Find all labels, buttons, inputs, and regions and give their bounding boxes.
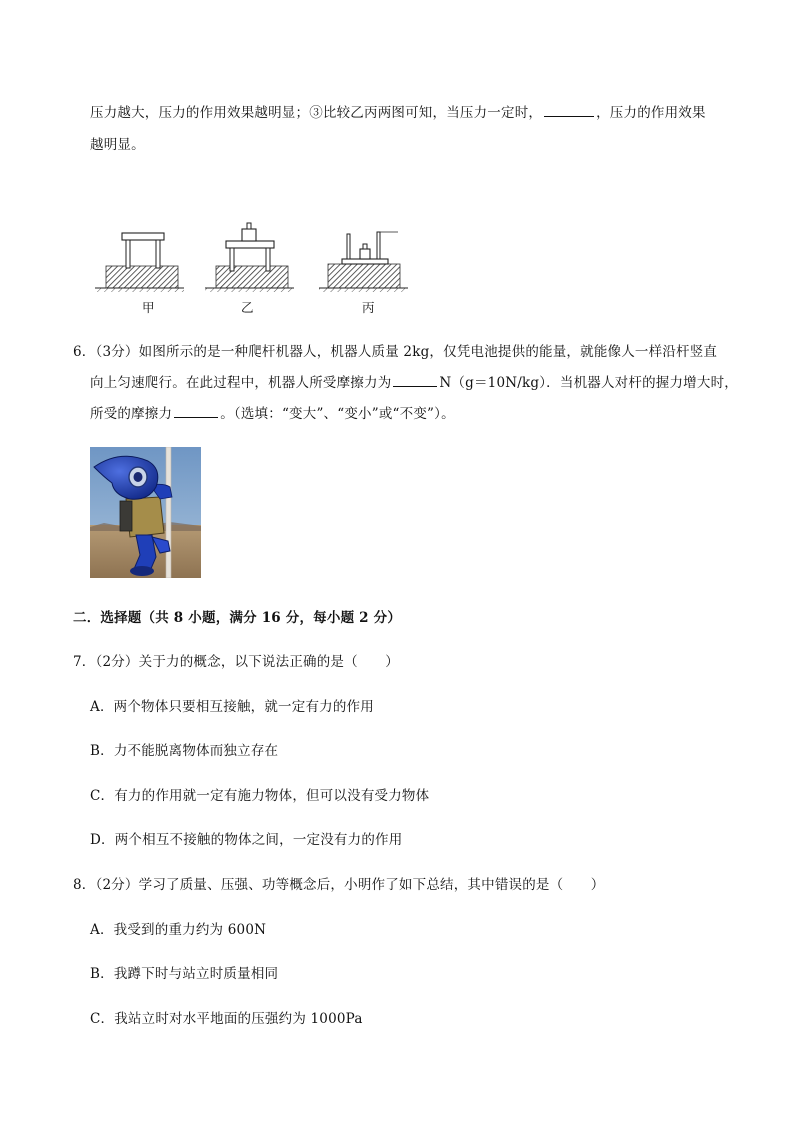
sponge-block bbox=[328, 264, 400, 288]
q6-text-d: 。（选填：“变大”、“变小”或“不变”）。 bbox=[220, 406, 455, 422]
carryover-text-b: ，压力的作用效果 bbox=[596, 105, 706, 121]
table-top bbox=[122, 233, 164, 240]
q6-text-a: 向上匀速爬行。在此过程中，机器人所受摩擦力为 bbox=[90, 375, 392, 391]
q6-line-3 bbox=[90, 402, 455, 422]
table-leg bbox=[347, 234, 350, 259]
caption-bing: 丙 bbox=[362, 300, 375, 315]
weight bbox=[360, 249, 370, 259]
q8-option-b[interactable]: B．我蹲下时与站立时质量相同 bbox=[90, 966, 279, 982]
figure-yi bbox=[205, 223, 294, 292]
table-leg bbox=[266, 248, 270, 271]
robot-photo-svg bbox=[90, 447, 201, 578]
weight-hook bbox=[247, 223, 251, 229]
q6-line-2 bbox=[90, 371, 738, 391]
q8-option-c[interactable]: C．我站立时对水平地面的压强约为 1000Pa bbox=[90, 1011, 363, 1027]
caption-jia: 甲 bbox=[142, 300, 155, 315]
ground-hatching bbox=[319, 288, 408, 292]
q6-text-b: N（g＝10N/kg）．当机器人对杆的握力增大时， bbox=[439, 375, 738, 391]
q8-stem: 8．（2分）学习了质量、压强、功等概念后，小明作了如下总结，其中错误的是（ ） bbox=[73, 877, 605, 893]
weight-hook bbox=[363, 244, 367, 249]
carryover-text-a: 压力越大，压力的作用效果越明显；③比较乙丙两图可知，当压力一定时， bbox=[90, 105, 543, 121]
pressure-experiment-figure bbox=[92, 212, 422, 315]
ground-hatching bbox=[95, 288, 184, 292]
ground-hatching bbox=[205, 288, 294, 292]
figure-bing bbox=[319, 232, 408, 292]
weight bbox=[242, 229, 256, 241]
caption-yi: 乙 bbox=[241, 300, 254, 315]
q7-option-c[interactable]: C．有力的作用就一定有施力物体，但可以没有受力物体 bbox=[90, 788, 430, 804]
sponge-block bbox=[106, 266, 178, 288]
q6-text-c: 所受的摩擦力 bbox=[90, 406, 173, 422]
climbing-robot-photo bbox=[90, 447, 201, 578]
q8-option-a[interactable]: A．我受到的重力约为 600N bbox=[90, 922, 267, 938]
table-leg bbox=[230, 248, 234, 271]
figure-jia bbox=[95, 233, 184, 292]
pressure-figures-svg bbox=[92, 212, 422, 298]
q7-stem: 7．（2分）关于力的概念，以下说法正确的是（ ） bbox=[73, 654, 399, 670]
q6-line-1: 6．（3分）如图所示的是一种爬杆机器人，机器人质量 2kg，仅凭电池提供的能量，就能像人一样沿杆竖直 bbox=[73, 344, 718, 360]
table-top bbox=[226, 241, 274, 248]
answer-blank-change[interactable] bbox=[174, 405, 218, 418]
carryover-line-2: 越明显。 bbox=[90, 137, 145, 153]
inverted-table-top bbox=[342, 259, 388, 264]
section-2-title: 二．选择题（共 8 小题，满分 16 分，每小题 2 分） bbox=[73, 610, 402, 626]
carryover-line-1 bbox=[90, 101, 706, 121]
answer-blank[interactable] bbox=[544, 104, 594, 117]
table-leg bbox=[377, 232, 380, 259]
q7-option-d[interactable]: D．两个相互不接触的物体之间，一定没有力的作用 bbox=[90, 832, 403, 848]
q7-option-b[interactable]: B．力不能脱离物体而独立存在 bbox=[90, 743, 279, 759]
table-leg bbox=[126, 240, 130, 268]
table-leg bbox=[156, 240, 160, 268]
sponge-block bbox=[216, 266, 288, 288]
q7-option-a[interactable]: A．两个物体只要相互接触，就一定有力的作用 bbox=[90, 699, 374, 715]
answer-blank-friction[interactable] bbox=[393, 374, 437, 387]
